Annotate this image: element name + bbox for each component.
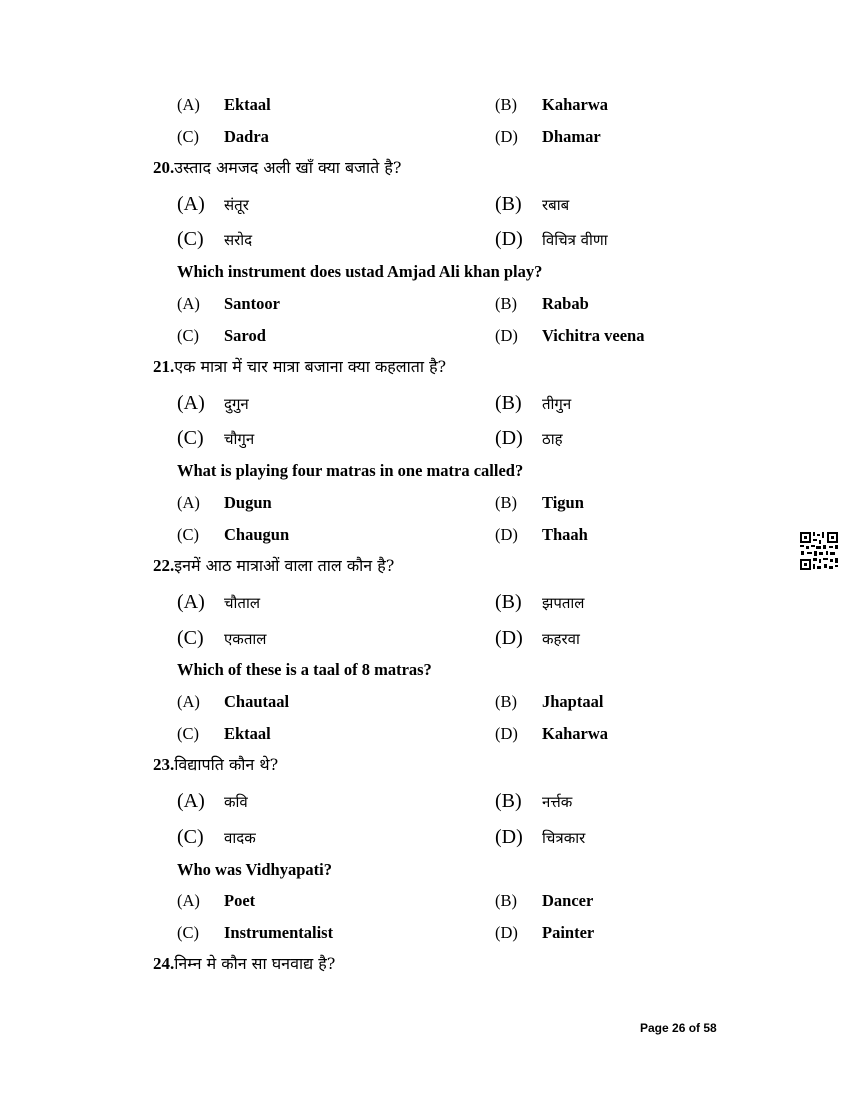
q23-hi-option-b: (B) नर्त्तक [495, 790, 573, 812]
q20-en-option-a: (A) Santoor [177, 294, 280, 313]
q21-hi-option-b: (B) तीगुन [495, 392, 572, 414]
question-22-english: Which of these is a taal of 8 matras? [177, 660, 432, 679]
q22-en-option-a: (A) Chautaal [177, 692, 290, 711]
question-23-english: Who was Vidhyapati? [177, 860, 332, 879]
q23-en-option-a: (A) Poet [177, 891, 256, 910]
prev-option-b: (B) Kaharwa [495, 95, 608, 114]
q22-hi-option-a: (A) चौताल [177, 591, 261, 613]
q20-en-option-d: (D) Vichitra veena [495, 326, 645, 345]
q21-en-option-d: (D) Thaah [495, 525, 588, 544]
q22-hi-option-d: (D) कहरवा [495, 627, 580, 649]
q22-en-option-d: (D) Kaharwa [495, 724, 608, 743]
q20-hi-option-b: (B) रबाब [495, 193, 570, 215]
q23-hi-option-c: (C) वादक [177, 826, 256, 848]
prev-option-c: (C) Dadra [177, 127, 269, 146]
q23-en-option-c: (C) Instrumentalist [177, 923, 334, 942]
page-number: Page 26 of 58 [640, 1021, 717, 1035]
q23-en-option-b: (B) Dancer [495, 891, 594, 910]
q20-hi-option-c: (C) सरोद [177, 228, 253, 250]
question-20-hindi: 20.उस्ताद अमजद अली खाँ क्या बजाते है? [153, 158, 402, 177]
q21-hi-option-d: (D) ठाह [495, 427, 563, 449]
q20-en-option-c: (C) Sarod [177, 326, 266, 345]
question-24-hindi: 24.निम्न मे कौन सा घनवाद्य है? [153, 954, 336, 973]
q20-en-option-b: (B) Rabab [495, 294, 589, 313]
q21-en-option-c: (C) Chaugun [177, 525, 290, 544]
q22-en-option-c: (C) Ektaal [177, 724, 271, 743]
qr-code-icon [799, 531, 839, 571]
q22-hi-option-c: (C) एकताल [177, 627, 267, 649]
prev-option-a: (A) Ektaal [177, 95, 271, 114]
prev-option-d: (D) Dhamar [495, 127, 601, 146]
question-23-hindi: 23.विद्यापति कौन थे? [153, 755, 279, 774]
q21-hi-option-a: (A) दुगुन [177, 392, 249, 414]
q20-hi-option-a: (A) संतूर [177, 193, 249, 215]
question-21-english: What is playing four matras in one matra called? [177, 461, 524, 480]
q20-hi-option-d: (D) विचित्र वीणा [495, 228, 608, 250]
q22-en-option-b: (B) Jhaptaal [495, 692, 604, 711]
q22-hi-option-b: (B) झपताल [495, 591, 585, 613]
q23-hi-option-d: (D) चित्रकार [495, 826, 586, 848]
question-21-hindi: 21.एक मात्रा में चार मात्रा बजाना क्या कहलाता है? [153, 357, 447, 376]
q23-hi-option-a: (A) कवि [177, 790, 248, 812]
q21-en-option-a: (A) Dugun [177, 493, 272, 512]
question-22-hindi: 22.इनमें आठ मात्राओं वाला ताल कौन है? [153, 556, 395, 575]
q21-en-option-b: (B) Tigun [495, 493, 584, 512]
question-20-english: Which instrument does ustad Amjad Ali khan play? [177, 262, 543, 281]
q21-hi-option-c: (C) चौगुन [177, 427, 255, 449]
q23-en-option-d: (D) Painter [495, 923, 595, 942]
